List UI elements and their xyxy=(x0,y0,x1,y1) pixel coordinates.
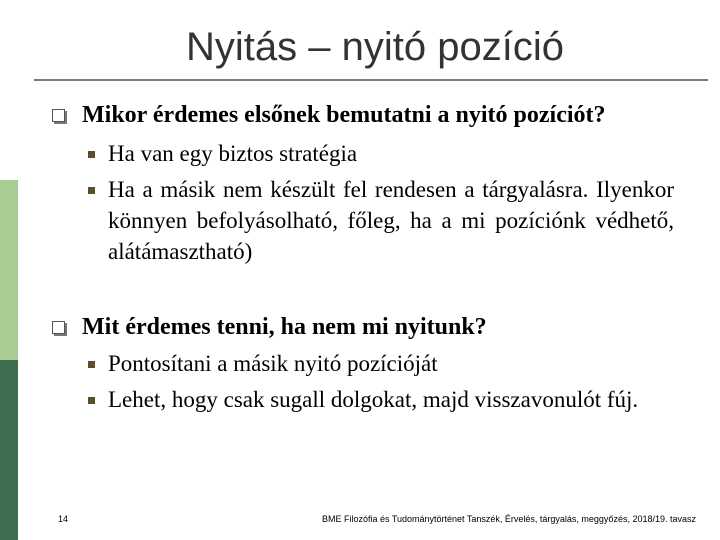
checkbox-bullet-icon xyxy=(52,109,65,122)
bullet-item xyxy=(88,384,674,415)
bullet-text: Pontosítani a másik nyitó pozícióját xyxy=(108,351,438,376)
square-bullet-icon xyxy=(88,151,95,158)
bullet-item xyxy=(88,348,674,379)
bullet-item xyxy=(88,138,674,169)
title-divider xyxy=(34,79,708,81)
page-number: 14 xyxy=(58,514,69,524)
checkbox-bullet-icon xyxy=(52,321,65,334)
left-bar-bottom xyxy=(0,360,18,540)
square-bullet-icon xyxy=(88,361,95,368)
bullet-text: Ha a másik nem készült fel rendesen a tárgyalásra. Ilyenkor könnyen befolyásolható, főleg, ha a mi pozíciónk védhető, alátámasztható) xyxy=(108,177,674,264)
footer-text: BME Filozófia és Tudománytörténet Tanszék, Érvelés, tárgyalás, meggyőzés, 2018/19. tavasz xyxy=(321,514,696,524)
left-bar-middle xyxy=(0,180,18,360)
question-1-text: Mikor érdemes elsőnek bemutatni a nyitó pozíciót? xyxy=(82,102,606,128)
bullet-text: Lehet, hogy csak sugall dolgokat, majd visszavonulót fúj. xyxy=(108,387,639,412)
square-bullet-icon xyxy=(88,187,95,194)
square-bullet-icon xyxy=(88,397,95,404)
question-2-text: Mit érdemes tenni, ha nem mi nyitunk? xyxy=(82,314,487,340)
bullet-text: Ha van egy biztos stratégia xyxy=(108,141,358,166)
bullet-item xyxy=(88,174,674,267)
left-bar-top xyxy=(0,0,18,180)
slide-title: Nyitás – nyitó pozíció xyxy=(186,25,564,69)
